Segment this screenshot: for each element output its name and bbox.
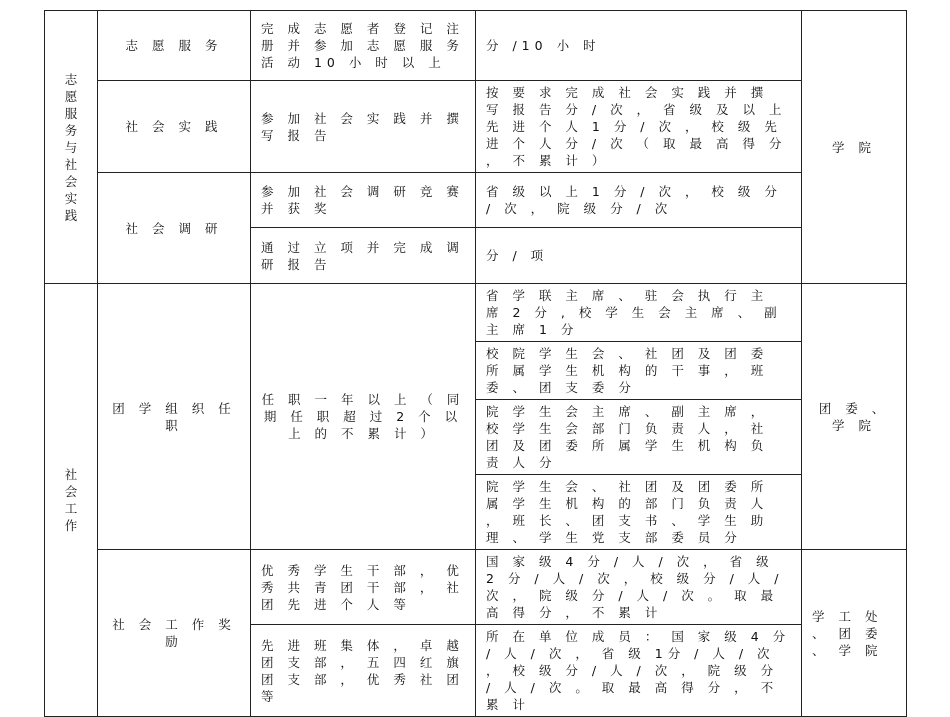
score-cell: 省 学 联 主 席 、 驻 会 执 行 主 席 2 分 , 校 学 生 会 主 席 、 副 主 席 1 分 — [476, 284, 802, 342]
category-cell: 社 会 调 研 — [98, 173, 251, 284]
score-cell: 院 学 生 会 主 席 、 副 主 席 ， 校 学 生 会 部 门 负 责 人 ， 社 团 及 团 委 所 属 学 生 机 构 负 责 人 分 — [476, 400, 802, 475]
dept-cell: 学 院 — [802, 11, 907, 284]
condition-cell: 优 秀 学 生 干 部 ， 优 秀 共 青 团 干 部 ， 社 团 先 进 个 人 等 — [251, 550, 476, 625]
condition-cell: 通 过 立 项 并 完 成 调 研 报 告 — [251, 228, 476, 284]
category-cell: 志 愿 服 务 — [98, 11, 251, 81]
category-cell: 团 学 组 织 任 职 — [98, 284, 251, 550]
score-cell: 分 /10 小 时 — [476, 11, 802, 81]
table-row — [45, 81, 907, 173]
dept-cell: 团 委 、 学 院 — [802, 284, 907, 550]
score-table-wrapper — [44, 10, 906, 717]
condition-cell: 完 成 志 愿 者 登 记 注 册 并 参 加 志 愿 服 务 活 动 10 小 时 以 上 — [251, 11, 476, 81]
section-title: 社会工作 — [45, 284, 98, 717]
score-cell: 校 院 学 生 会 、 社 团 及 团 委 所 属 学 生 机 构 的 干 事 ， 班 委 、 团 支 委 分 — [476, 342, 802, 400]
score-cell: 国 家 级 4 分 / 人 / 次 ， 省 级 2 分 / 人 / 次 ， 校 级 分 / 人 / 次 ， 院 级 分 / 人 / 次 。 取 最 高 得 分 ， 不 累 计 — [476, 550, 802, 625]
section-title: 志愿服务与社会实践 — [45, 11, 98, 284]
score-cell: 分 / 项 — [476, 228, 802, 284]
score-table — [44, 10, 907, 717]
table-row — [45, 550, 907, 625]
score-cell: 院 学 生 会 、 社 团 及 团 委 所 属 学 生 机 构 的 部 门 负 责 人 ， 班 长 、 团 支 书 、 学 生 助 理 、 学 生 党 支 部 委 员 分 — [476, 475, 802, 550]
dept-cell: 学 工 处 、 团 委 、 学 院 — [802, 550, 907, 717]
score-cell: 省 级 以 上 1 分 / 次 ， 校 级 分 / 次 ， 院 级 分 / 次 — [476, 173, 802, 228]
condition-cell: 先 进 班 集 体 ， 卓 越 团 支 部 ， 五 四 红 旗 团 支 部 ， 优 秀 社 团 等 — [251, 625, 476, 717]
category-cell: 社 会 工 作 奖 励 — [98, 550, 251, 717]
score-cell: 按 要 求 完 成 社 会 实 践 并 撰 写 报 告 分 / 次 ， 省 级 及 以 上 先 进 个 人 1 分 / 次 ， 校 级 先 进 个 人 分 / 次 （ 取 最 高 得 分 ， 不 累 计 ） — [476, 81, 802, 173]
table-row — [45, 284, 907, 342]
condition-cell: 参 加 社 会 调 研 竞 赛 并 获 奖 — [251, 173, 476, 228]
score-cell: 所 在 单 位 成 员 ： 国 家 级 4 分 / 人 / 次 ， 省 级 1分 / 人 / 次 ， 校 级 分 / 人 / 次 ， 院 级 分 / 人 / 次 。 取 最 高 得 分 ， 不 累 计 — [476, 625, 802, 717]
condition-cell: 参 加 社 会 实 践 并 撰 写 报 告 — [251, 81, 476, 173]
condition-cell: 任 职 一 年 以 上 （ 同 期 任 职 超 过 2 个 以 上 的 不 累 计 ） — [251, 284, 476, 550]
category-cell: 社 会 实 践 — [98, 81, 251, 173]
table-row — [45, 173, 907, 228]
table-row — [45, 11, 907, 81]
